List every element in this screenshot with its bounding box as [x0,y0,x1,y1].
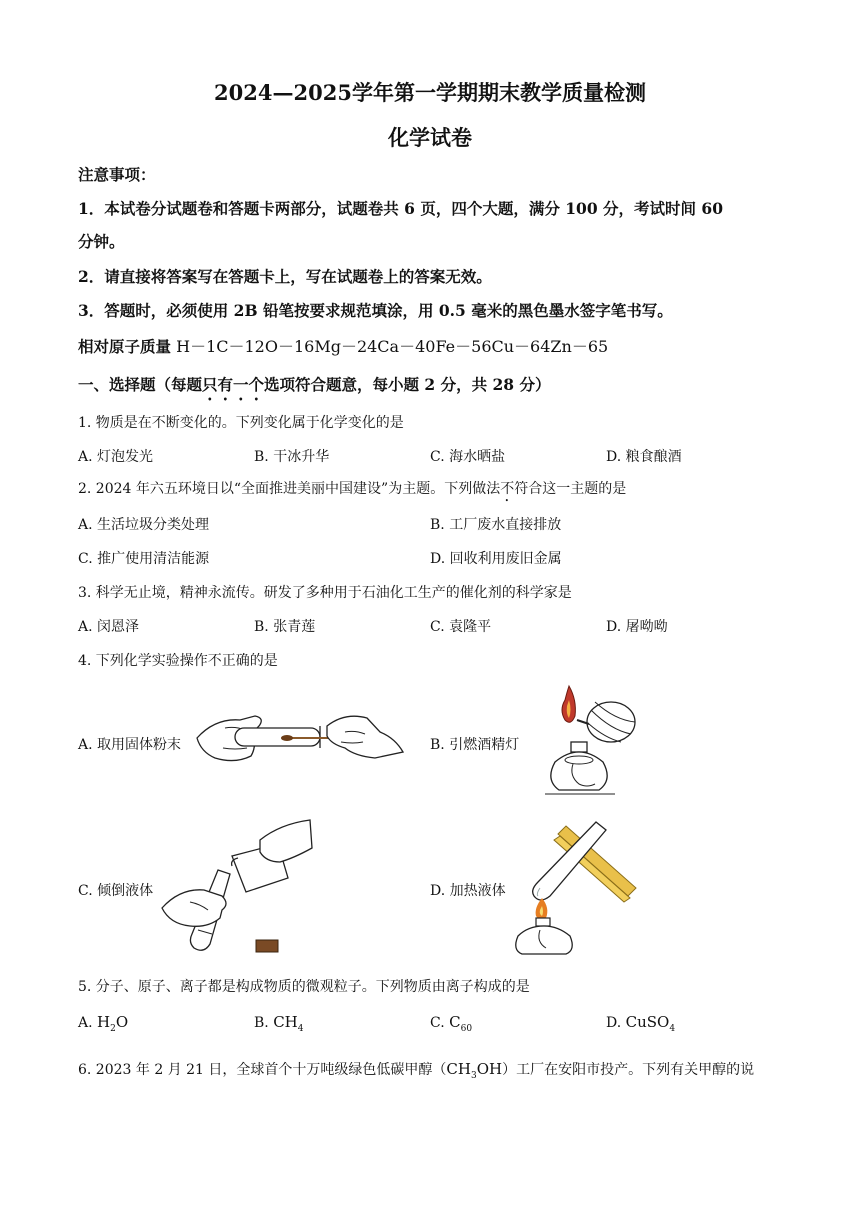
notice-item-3: 3．答题时，必须使用 2B 铅笔按要求规范填涂，用 0.5 毫米的黑色墨水签字笔书写。 [78,301,673,320]
q5-b-formula-sub: 4 [297,1023,304,1034]
q5-d-formula-sub: 4 [669,1023,676,1034]
q5-option-b[interactable] [254,1013,304,1034]
q2-option-b[interactable]: B. 工厂废水直接排放 [430,517,562,533]
section-1-prefix: 一、选择题（每题 [78,375,203,394]
atomic-mass-values: H－1C－12O－16Mg－24Ca－40Fe－56Cu－64Zn－65 [176,337,609,356]
notice-item-1-line-1: 1．本试卷分试题卷和答题卡两部分，试题卷共 6 页，四个大题，满分 100 分，考试时间 60 [78,199,723,218]
heat-liquid-figure [510,818,640,958]
q1-stem: 1. 物质是在不断变化的。下列变化属于化学变化的是 [78,415,404,431]
q3-option-c[interactable]: C. 袁隆平 [430,619,492,635]
q6-stem [78,1059,754,1081]
q4-option-c[interactable]: C. 倾倒液体 [78,883,154,899]
q1-option-d[interactable]: D. 粮食酿酒 [606,449,682,465]
q4-option-d[interactable]: D. 加热液体 [430,883,506,899]
notice-item-2: 2．请直接将答案写在答题卡上，写在试题卷上的答案无效。 [78,267,492,286]
q5-b-formula-main: CH [273,1013,298,1031]
q2-stem-emphasis: 不 [500,481,515,497]
q1-option-b[interactable]: B. 干冰升华 [254,449,330,465]
q5-option-d[interactable] [606,1013,675,1034]
atomic-mass-label: 相对原子质量 [78,337,172,356]
q6-formula-main: CH [446,1060,471,1078]
q2-stem-before: 2. 2024 年六五环境日以“全面推进美丽中国建设”为主题。下列做法 [78,481,501,497]
page-title: 2024—2025学年第一学期期末教学质量检测 [214,80,646,105]
q5-c-formula-sub: 60 [460,1023,473,1034]
q5-option-b-label: B. [254,1015,269,1031]
q5-a-formula-main: H [97,1013,111,1031]
q3-option-b[interactable]: B. 张青莲 [254,619,316,635]
section-1-emphasis: 只有一个 [202,375,265,394]
q5-option-a-label: A. [78,1015,93,1031]
q5-c-formula-main: C [449,1013,461,1031]
q5-option-d-label: D. [606,1015,622,1031]
q5-a-formula-end: O [115,1013,129,1031]
q2-stem [78,478,626,505]
q2-option-c[interactable]: C. 推广使用清洁能源 [78,551,210,567]
q5-option-c-label: C. [430,1015,445,1031]
powder-into-test-tube-figure [195,708,405,768]
q6-formula-sub: 3 [470,1070,477,1081]
q6-formula-end: OH [476,1060,503,1078]
q3-stem: 3. 科学无止境，精神永流传。研发了多种用于石油化工生产的催化剂的科学家是 [78,585,572,601]
q6-stem-before: 6. 2023 年 2 月 21 日，全球首个十万吨级绿色低碳甲醇（ [78,1062,447,1078]
notice-item-1-line-2: 分钟。 [78,232,125,251]
q5-stem: 5. 分子、原子、离子都是构成物质的微观粒子。下列物质由离子构成的是 [78,979,530,995]
q5-a-formula-sub: 2 [110,1023,116,1034]
q4-option-a[interactable]: A. 取用固体粉末 [78,737,182,753]
q4-stem: 4. 下列化学实验操作不正确的是 [78,653,278,669]
q1-option-c[interactable]: C. 海水晒盐 [430,449,506,465]
q5-option-a[interactable] [78,1013,128,1034]
q2-option-a[interactable]: A. 生活垃圾分类处理 [78,517,210,533]
q6-stem-after: ）工厂在安阳市投产。下列有关甲醇的说 [502,1062,755,1078]
section-1-suffix: 选项符合题意，每小题 2 分，共 28 分） [264,375,551,394]
notice-heading: 注意事项： [78,165,156,184]
q2-stem-after: 符合这一主题的是 [514,481,627,497]
q3-option-d[interactable]: D. 屠呦呦 [606,619,668,635]
atomic-mass-line [78,334,608,357]
q5-d-formula-main: CuSO [625,1013,670,1031]
light-alcohol-lamp-figure [525,680,645,802]
page-subtitle: 化学试卷 [388,125,472,150]
section-1-heading [78,373,550,404]
q1-option-a[interactable]: A. 灯泡发光 [78,449,154,465]
q5-option-c[interactable] [430,1013,472,1034]
q4-option-b[interactable]: B. 引燃酒精灯 [430,737,520,753]
q3-option-a[interactable]: A. 闵恩泽 [78,619,140,635]
q2-option-d[interactable]: D. 回收利用废旧金属 [430,551,562,567]
pour-liquid-figure [160,818,320,956]
